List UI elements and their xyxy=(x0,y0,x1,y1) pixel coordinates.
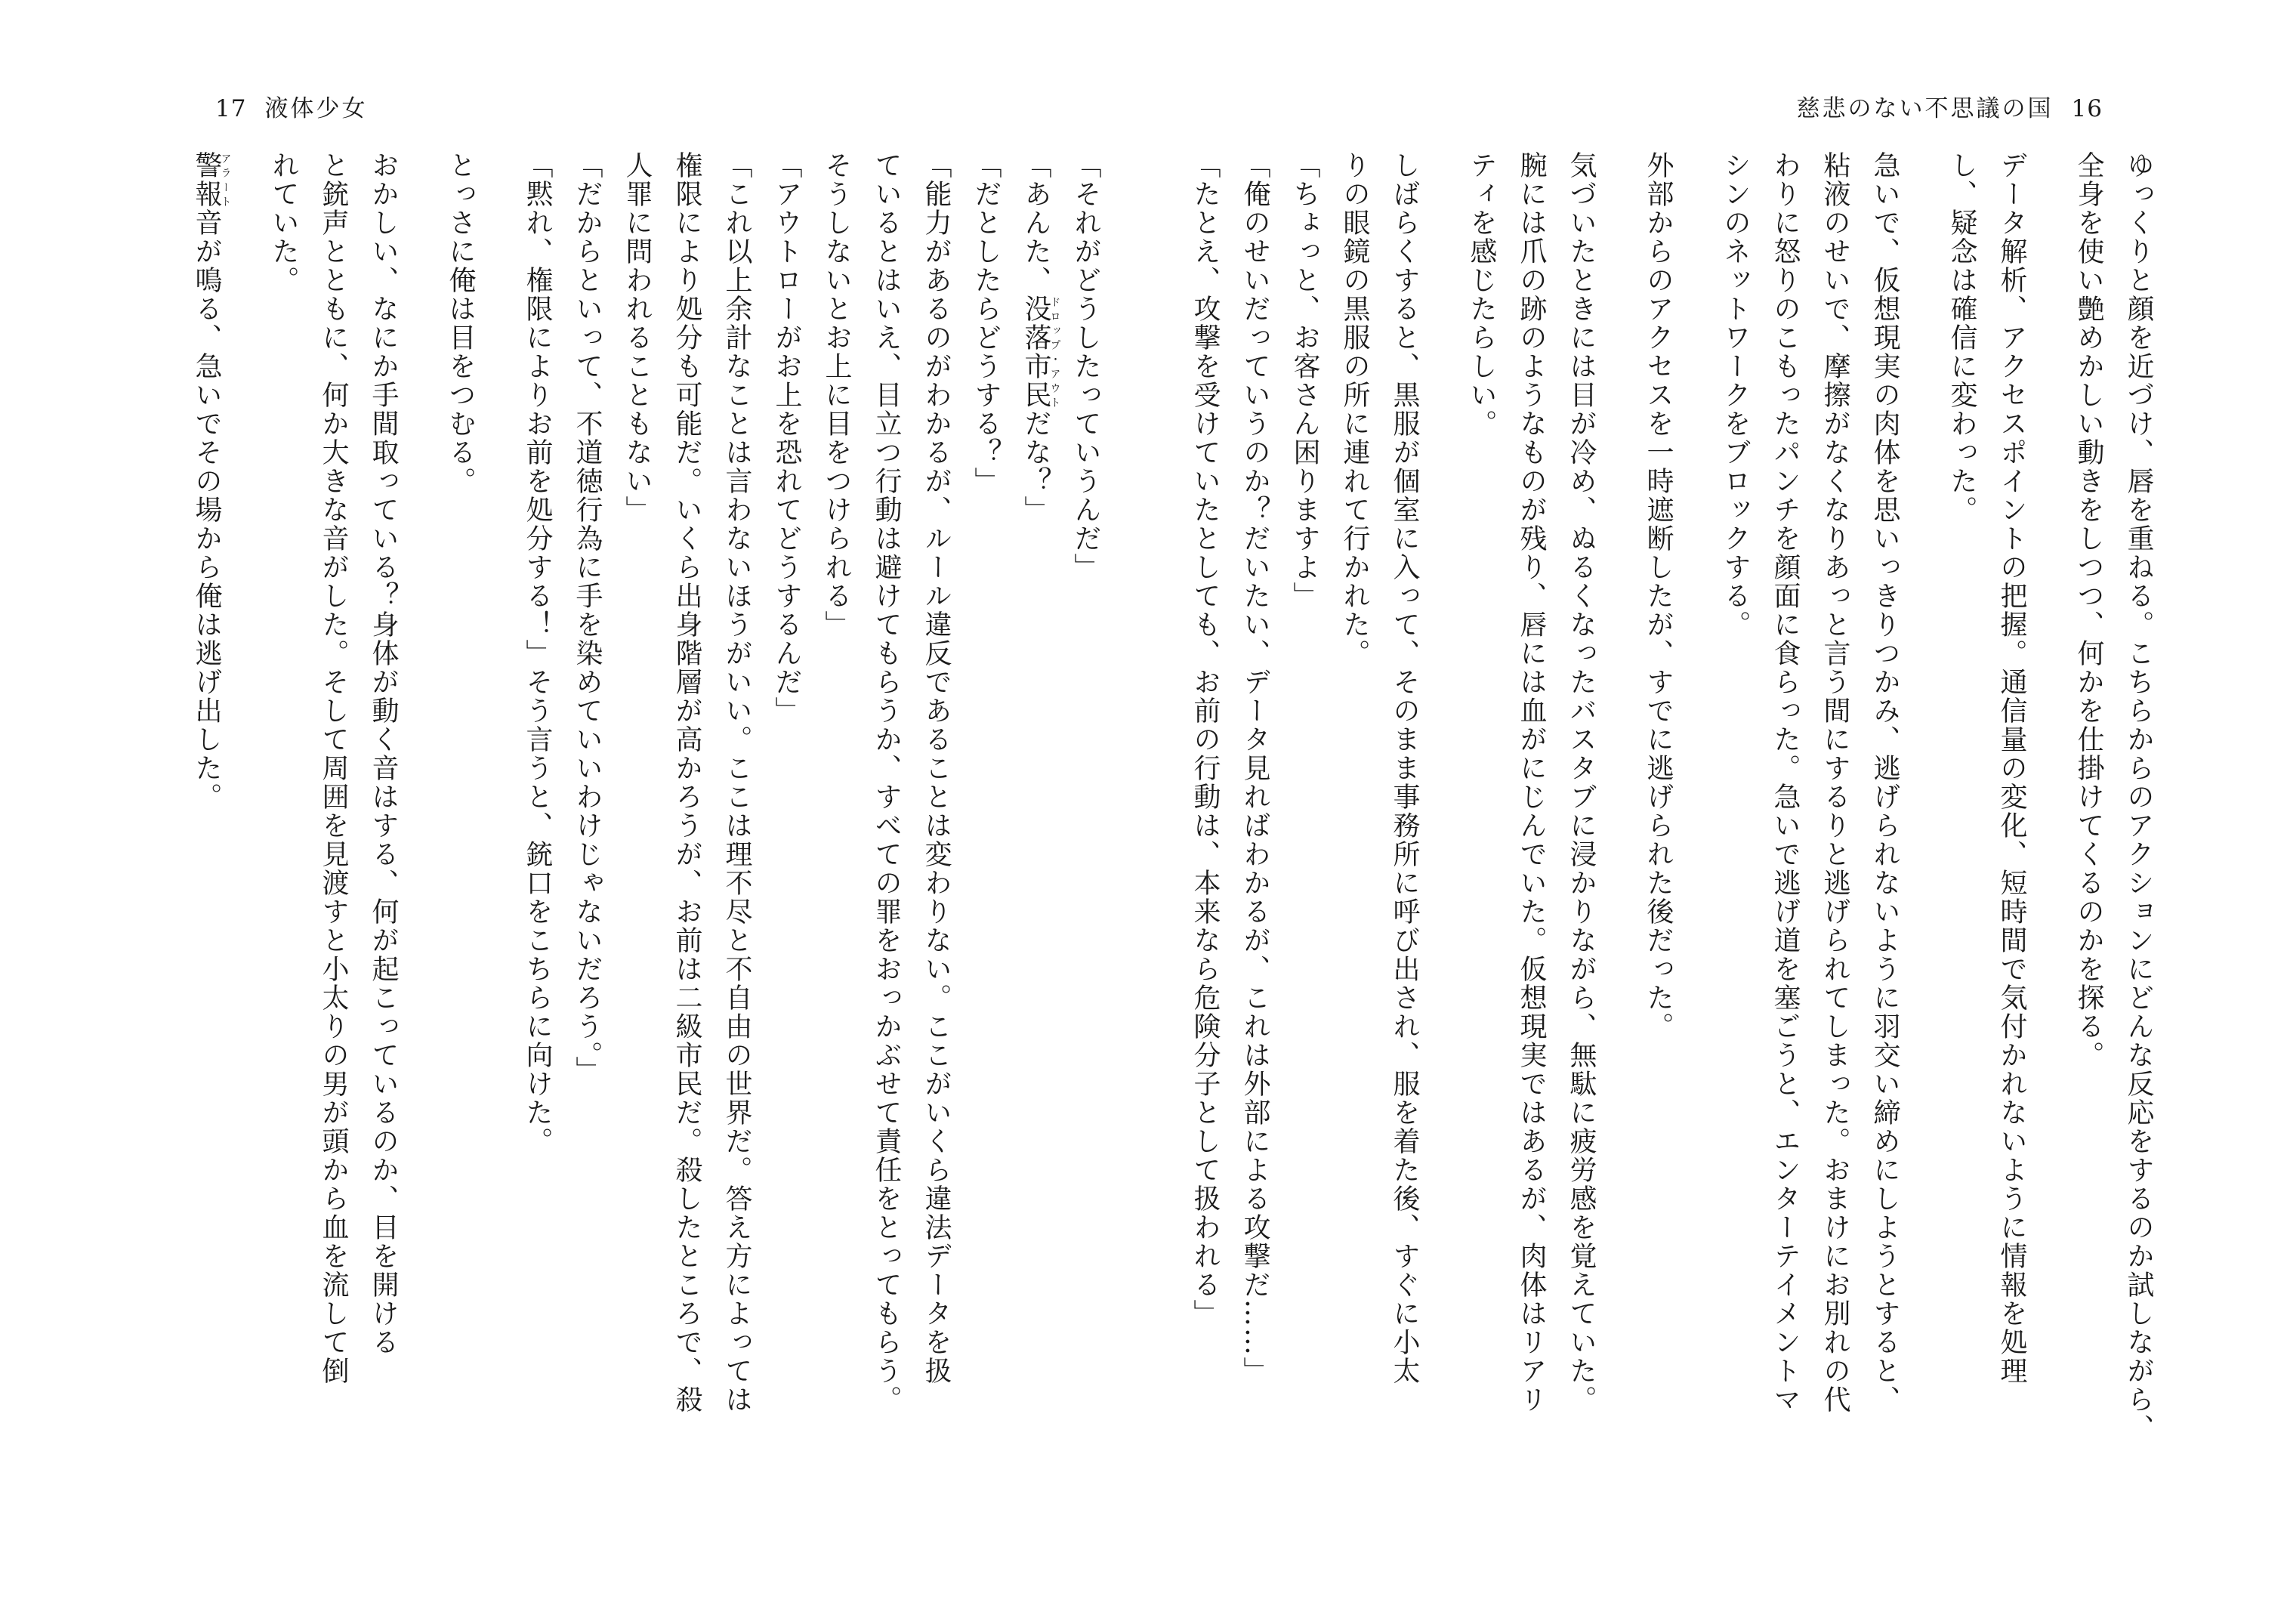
left-page-header xyxy=(215,89,367,123)
text-line: 気づいたときには目が冷め、ぬるくなったバスタブに浸かりながら、無駄に疲労感を覚えていた。 xyxy=(1566,151,1597,1414)
text-line: 「ちょっと、お客さん困りますよ」 xyxy=(1289,151,1320,610)
text-line: しばらくすると、黒服が個室に入って、そのまま事務所に呼び出され、服を着た後、すぐに小太 xyxy=(1389,151,1420,1385)
text-line: 外部からのアクセスを一時遮断したが、すでに逃げられた後だった。 xyxy=(1643,151,1674,1041)
text-segment: 音が鳴る、急いでその場から俺は逃げ出した。 xyxy=(191,208,222,811)
text-line: 権限により処分も可能だ。いくら出身階層が高かろうが、お前は二級市民だ。殺したところで、殺 xyxy=(671,151,702,1414)
text-line: れていた。 xyxy=(268,151,299,295)
right-page-title: 慈悲のない不思議の国 xyxy=(1796,95,2054,122)
text-line: ゆっくりと顔を近づけ、唇を重ねる。こちらからのアクションにどんな反応をするのか試しながら、 xyxy=(2123,151,2154,1443)
text-segment: だな？」 xyxy=(1020,409,1051,524)
left-page-number: 17 xyxy=(215,95,247,122)
text-line: 「たとえ、攻撃を受けていたとしても、お前の行動は、本来なら危険分子として扱われる」 xyxy=(1190,151,1221,1328)
text-line: りの眼鏡の黒服の所に連れて行かれた。 xyxy=(1339,151,1370,668)
text-line: 「だからといって、不道徳行為に手を染めていいわけじゃないだろう。」 xyxy=(572,151,603,1085)
text-line xyxy=(181,151,258,1526)
text-line: 「それがどうしたっていうんだ」 xyxy=(1070,151,1101,582)
text-line: データ解析、アクセスポイントの把握。通信量の変化、短時間で気付かれないように情報を処理 xyxy=(1996,151,2027,1385)
text-line: ているとはいえ、目立つ行動は避けてもらうか、すべての罪をおっかぶせて責任をとってもらう。 xyxy=(871,151,902,1414)
text-line: 人罪に問われることもない」 xyxy=(622,151,653,524)
text-line: 「黙れ、権限によりお前を処分する！」そう言うと、銃口をこちらに向けた。 xyxy=(522,151,553,1156)
text-line: とっさに俺は目をつむる。 xyxy=(445,151,476,496)
text-line: おかしい、なにか手間取っている？身体が動く音はする、何が起こっているのか、目を開ける xyxy=(368,151,399,1357)
text-line: 粘液のせいで、摩擦がなくなりあっと言う間にするりと逃げられてしまった。おまけにお別れの代 xyxy=(1819,151,1850,1414)
ruby-annotation xyxy=(1020,295,1061,409)
right-page-body xyxy=(1190,151,2163,1526)
text-line xyxy=(1011,151,1060,1526)
right-page xyxy=(1142,0,2284,1624)
text-line: し、疑念は確信に変わった。 xyxy=(1946,151,1977,524)
left-page-title: 液体少女 xyxy=(264,95,368,122)
text-line: 「能力があるのがわかるが、ルール違反であることは変わりない。ここがいくら違法データを扱 xyxy=(921,151,952,1385)
left-page-body xyxy=(191,151,1110,1526)
ruby-annotation xyxy=(191,151,232,208)
ruby-base: 没落市民 xyxy=(1020,295,1051,409)
ruby-text: ドロップ・アウト xyxy=(1048,295,1061,409)
text-line: 全身を使い艶めかしい動きをしつつ、何かを仕掛けてくるのかを探る。 xyxy=(2073,151,2104,1070)
right-page-header xyxy=(1797,89,2103,123)
text-line: と銃声とともに、何か大きな音がした。そして周囲を見渡すと小太りの男が頭から血を流して倒 xyxy=(318,151,349,1385)
text-line: 「アウトローがお上を恐れてどうするんだ」 xyxy=(771,151,802,725)
text-line: 「これ以上余計なことは言わないほうがいい。ここは理不尽と不自由の世界だ。答え方によっては xyxy=(721,151,752,1414)
text-segment: 「あんた、 xyxy=(1020,151,1051,295)
text-line: 「俺のせいだっていうのか？だいたい、データ見ればわかるが、これは外部による攻撃だ……」 xyxy=(1239,151,1270,1385)
text-line: わりに怒りのこもったパンチを顔面に食らった。急いで逃げ道を塞ごうと、エンターテイメントマ xyxy=(1770,151,1801,1414)
text-line: 「だとしたらどうする？」 xyxy=(971,151,1002,496)
right-page-number: 16 xyxy=(2071,95,2103,122)
ruby-text: アラート xyxy=(219,151,232,208)
ruby-base: 警報 xyxy=(191,151,222,208)
text-line: 腕には爪の跡のようなものが残り、唇には血がにじんでいた。仮想現実ではあるが、肉体はリアリ xyxy=(1516,151,1547,1414)
text-line: そうしないとお上に目をつけられる」 xyxy=(821,151,852,639)
text-line: 急いで、仮想現実の肉体を思いっきりつかみ、逃げられないように羽交い締めにしようとすると、 xyxy=(1869,151,1900,1414)
text-line: ティを感じたらしい。 xyxy=(1466,151,1497,438)
text-line: シンのネットワークをブロックする。 xyxy=(1720,151,1751,639)
